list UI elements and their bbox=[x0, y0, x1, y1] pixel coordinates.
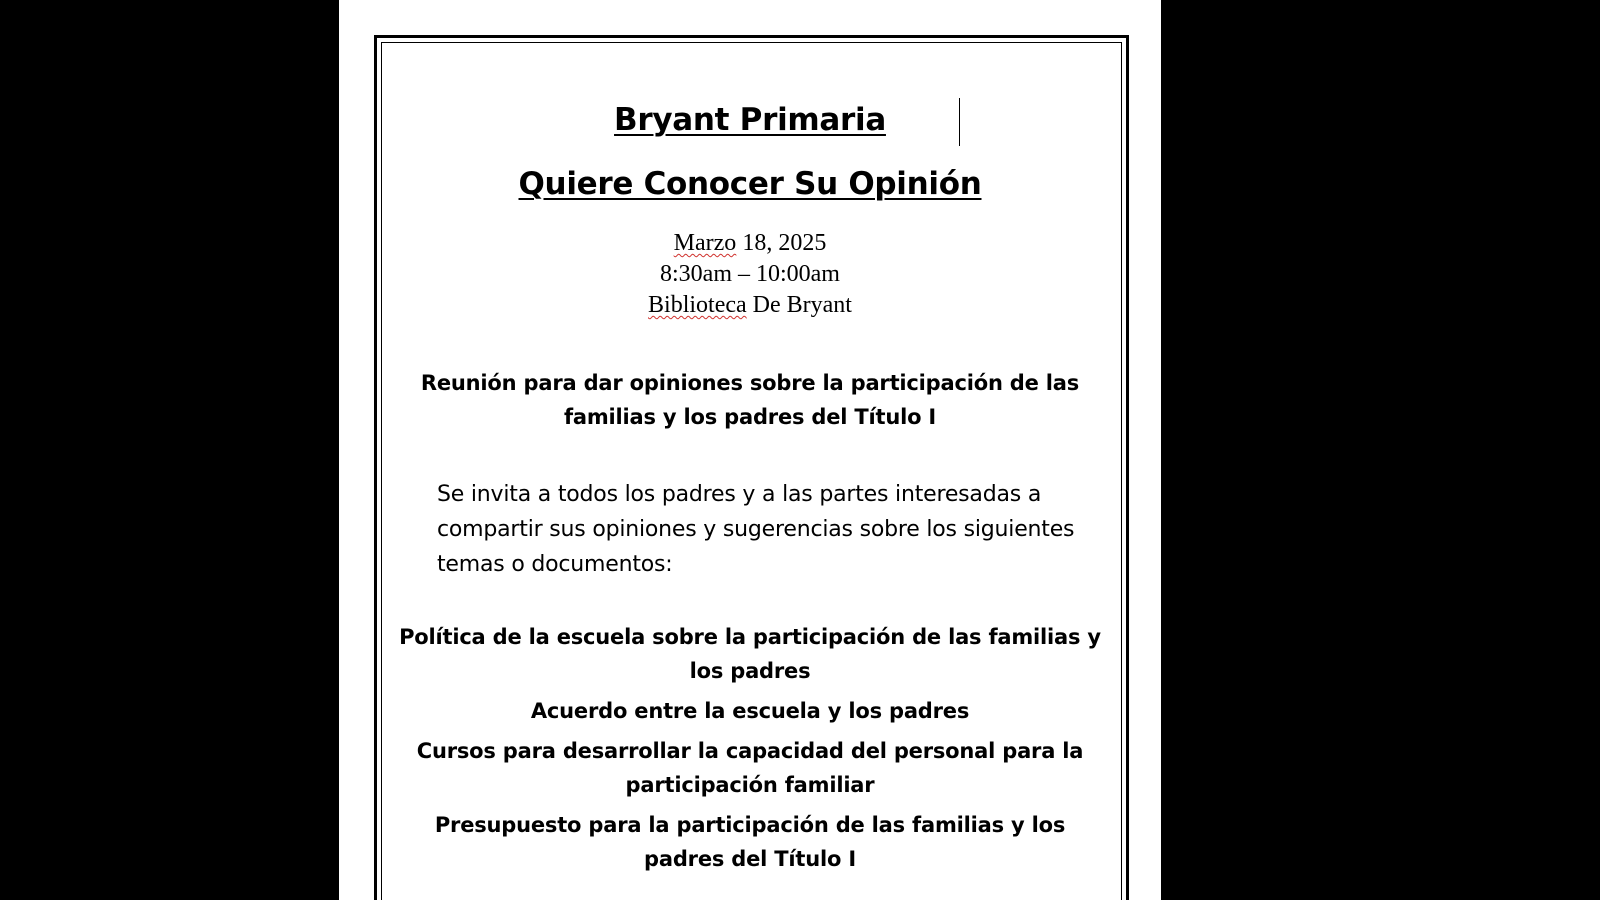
document-page[interactable] bbox=[339, 0, 1161, 900]
location-rest: De Bryant bbox=[746, 292, 852, 318]
invitation-paragraph[interactable]: Se invita a todos los padres y a las partes interesadas a compartir sus opiniones y sugerencias sobre los siguientes temas o documentos: bbox=[437, 482, 1075, 577]
date-month: Marzo bbox=[673, 230, 737, 256]
date-rest: 18, 2025 bbox=[736, 230, 827, 256]
event-time[interactable]: 8:30am – 10:00am bbox=[660, 261, 840, 287]
meeting-heading[interactable]: Reunión para dar opiniones sobre la participación de las familias y los padres del Título I bbox=[420, 371, 1080, 429]
topic-item[interactable]: Acuerdo entre la escuela y los padres bbox=[530, 699, 970, 723]
opinion-title[interactable] bbox=[339, 166, 1161, 202]
topic-item[interactable]: Presupuesto para la participación de las familias y los padres del Título I bbox=[434, 813, 1066, 871]
school-title-text: Bryant Primaria bbox=[614, 102, 886, 138]
topic-item[interactable]: Política de la escuela sobre la participación de las familias y los padres bbox=[399, 625, 1101, 683]
document-content bbox=[339, 0, 1161, 900]
school-title[interactable] bbox=[339, 102, 1161, 138]
topics-list bbox=[399, 620, 1101, 882]
location-library: Biblioteca bbox=[648, 292, 747, 318]
event-date[interactable] bbox=[339, 228, 1161, 259]
opinion-title-text: Quiere Conocer Su Opinión bbox=[518, 166, 982, 202]
topic-item[interactable]: Cursos para desarrollar la capacidad del personal para la participación familiar bbox=[416, 739, 1084, 797]
event-location[interactable] bbox=[339, 290, 1161, 321]
